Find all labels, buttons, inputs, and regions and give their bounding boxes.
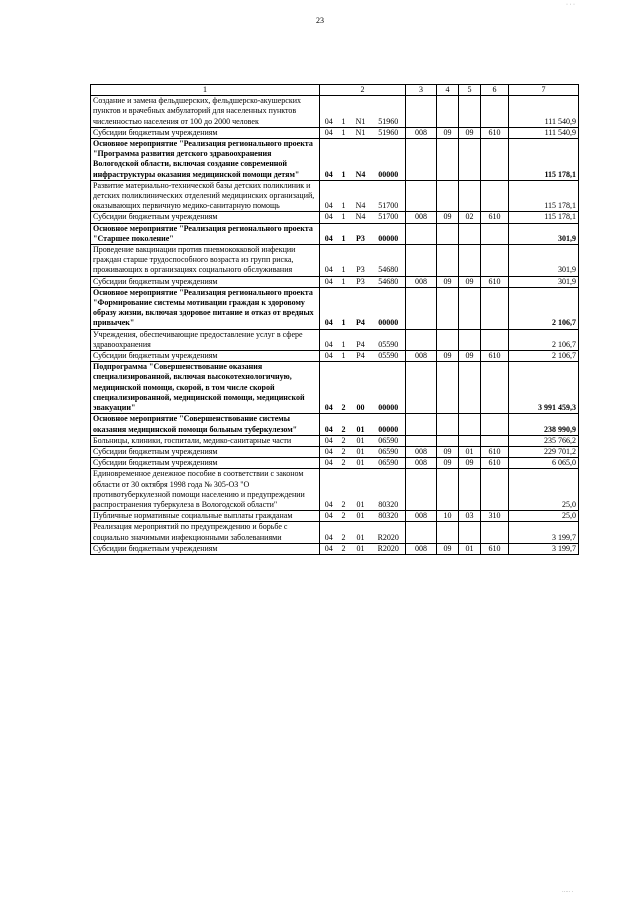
row-name-cell: Единовременное денежное пособие в соответствии с законом области от 30 октября 1998 года № 305-ОЗ "О противотуберкулезной помощи населению и предупреждении распространения туберкулеза в Вологодской области" [91,469,320,511]
code-direction-cell: 51700 [372,180,406,212]
expense-type-cell: 610 [481,212,509,223]
row-name-cell: Реализация мероприятий по предупреждению и борьбе с социально значимыми инфекционными заболеваниями [91,522,320,543]
code-event-cell: P3 [350,223,372,244]
code-direction-cell: 51960 [372,127,406,138]
code-program-cell: 04 [320,329,338,350]
amount-cell: 3 991 459,3 [509,362,579,414]
ministry-code-cell: 008 [406,276,437,287]
subsection-code-cell [459,245,481,277]
expense-type-cell: 610 [481,446,509,457]
section-code-cell: 09 [437,458,459,469]
expense-type-cell [481,522,509,543]
code-event-cell: P4 [350,287,372,329]
section-code-cell: 09 [437,276,459,287]
code-event-cell: 01 [350,414,372,435]
ministry-code-cell: 008 [406,212,437,223]
code-subprogram-cell: 1 [338,127,350,138]
amount-cell: 115 178,1 [509,180,579,212]
code-subprogram-cell: 1 [338,180,350,212]
table-row [91,446,579,457]
subsection-code-cell [459,469,481,511]
code-program-cell: 04 [320,212,338,223]
expense-type-cell [481,139,509,181]
amount-cell: 2 106,7 [509,287,579,329]
row-name-cell: Публичные нормативные социальные выплаты гражданам [91,511,320,522]
code-event-cell: P4 [350,329,372,350]
ministry-code-cell [406,180,437,212]
section-code-cell [437,287,459,329]
expense-type-cell: 610 [481,276,509,287]
code-event-cell: P4 [350,351,372,362]
code-direction-cell: 80320 [372,469,406,511]
code-event-cell: N4 [350,212,372,223]
code-subprogram-cell: 2 [338,414,350,435]
row-name-cell: Создание и замена фельдшерских, фельдшерско-акушерских пунктов и врачебных амбулаторий для населенных пунктов численностью населения от 100 до 2000 человек [91,96,320,128]
code-program-cell: 04 [320,511,338,522]
section-code-cell [437,139,459,181]
expense-type-cell [481,245,509,277]
section-code-cell: 09 [437,127,459,138]
code-direction-cell: 54680 [372,245,406,277]
ministry-code-cell [406,96,437,128]
section-code-cell [437,435,459,446]
row-name-cell: Проведение вакцинации против пневмококковой инфекции граждан старше трудоспособного возраста из групп риска, проживающих в организациях социального обслуживания [91,245,320,277]
code-event-cell: 00 [350,362,372,414]
code-event-cell: 01 [350,511,372,522]
code-subprogram-cell: 1 [338,329,350,350]
expense-type-cell: 610 [481,351,509,362]
section-code-cell [437,329,459,350]
code-program-cell: 04 [320,245,338,277]
code-direction-cell: 06590 [372,446,406,457]
ministry-code-cell: 008 [406,127,437,138]
code-program-cell: 04 [320,127,338,138]
footer-mark: ····· · [562,890,574,895]
ministry-code-cell [406,469,437,511]
code-program-cell: 04 [320,414,338,435]
budget-table [90,84,579,555]
code-direction-cell: 00000 [372,362,406,414]
expense-type-cell [481,180,509,212]
header-cell-7: 7 [509,85,579,96]
subsection-code-cell: 09 [459,458,481,469]
code-event-cell: 01 [350,458,372,469]
code-event-cell: 01 [350,543,372,554]
code-subprogram-cell: 1 [338,351,350,362]
amount-cell: 25,0 [509,511,579,522]
table-row [91,223,579,244]
subsection-code-cell [459,329,481,350]
row-name-cell: Основное мероприятие "Реализация регионального проекта "Старшее поколение" [91,223,320,244]
code-subprogram-cell: 1 [338,139,350,181]
ministry-code-cell [406,287,437,329]
code-direction-cell: 00000 [372,414,406,435]
table-row [91,245,579,277]
amount-cell: 229 701,2 [509,446,579,457]
subsection-code-cell [459,96,481,128]
expense-type-cell [481,435,509,446]
ministry-code-cell [406,223,437,244]
code-subprogram-cell: 1 [338,96,350,128]
table-row [91,435,579,446]
expense-type-cell [481,287,509,329]
code-subprogram-cell: 2 [338,458,350,469]
row-name-cell: Субсидии бюджетным учреждениям [91,446,320,457]
table-row [91,351,579,362]
table-row [91,212,579,223]
code-direction-cell: 51960 [372,96,406,128]
row-name-cell: Субсидии бюджетным учреждениям [91,458,320,469]
ministry-code-cell [406,522,437,543]
page-number: 23 [316,16,324,25]
table-row [91,511,579,522]
expense-type-cell [481,414,509,435]
header-cell-5: 5 [459,85,481,96]
code-direction-cell: 06590 [372,458,406,469]
code-program-cell: 04 [320,543,338,554]
code-subprogram-cell: 2 [338,522,350,543]
section-code-cell [437,362,459,414]
row-name-cell: Подпрограмма "Совершенствование оказания специализированной, включая высокотехнологичную, медицинской помощи, скорой, в том числе скорой специализированной, медицинской помощи, медицинской эвакуации" [91,362,320,414]
amount-cell: 3 199,7 [509,522,579,543]
ministry-code-cell: 008 [406,543,437,554]
code-event-cell: N4 [350,139,372,181]
expense-type-cell [481,469,509,511]
subsection-code-cell [459,180,481,212]
code-subprogram-cell: 1 [338,212,350,223]
ministry-code-cell: 008 [406,446,437,457]
table-row [91,180,579,212]
section-code-cell: 09 [437,212,459,223]
header-cell-2: 2 [320,85,406,96]
code-direction-cell: 51700 [372,212,406,223]
code-subprogram-cell: 2 [338,446,350,457]
row-name-cell: Основное мероприятие "Совершенствование системы оказания медицинской помощи больным туберкулезом" [91,414,320,435]
amount-cell: 235 766,2 [509,435,579,446]
section-code-cell: 10 [437,511,459,522]
row-name-cell: Больницы, клиники, госпитали, медико-санитарные части [91,435,320,446]
amount-cell: 2 106,7 [509,351,579,362]
ministry-code-cell: 008 [406,511,437,522]
expense-type-cell: 310 [481,511,509,522]
code-subprogram-cell: 2 [338,511,350,522]
header-row [91,85,579,96]
code-event-cell: N1 [350,127,372,138]
code-program-cell: 04 [320,522,338,543]
section-code-cell: 09 [437,543,459,554]
code-subprogram-cell: 2 [338,362,350,414]
subsection-code-cell: 01 [459,543,481,554]
expense-type-cell: 610 [481,458,509,469]
ministry-code-cell: 008 [406,351,437,362]
ministry-code-cell [406,329,437,350]
table-row [91,522,579,543]
section-code-cell [437,469,459,511]
code-program-cell: 04 [320,362,338,414]
expense-type-cell: 610 [481,543,509,554]
code-program-cell: 04 [320,435,338,446]
amount-cell: 25,0 [509,469,579,511]
subsection-code-cell [459,414,481,435]
code-direction-cell: R2020 [372,522,406,543]
ministry-code-cell [406,245,437,277]
code-program-cell: 04 [320,351,338,362]
code-program-cell: 04 [320,287,338,329]
table-row [91,414,579,435]
code-program-cell: 04 [320,223,338,244]
section-code-cell [437,414,459,435]
row-name-cell: Учреждения, обеспечивающие предоставление услуг в сфере здравоохранения [91,329,320,350]
header-cell-6: 6 [481,85,509,96]
table-row [91,96,579,128]
code-direction-cell: 00000 [372,287,406,329]
code-program-cell: 04 [320,458,338,469]
row-name-cell: Субсидии бюджетным учреждениям [91,276,320,287]
code-direction-cell: 05590 [372,329,406,350]
code-event-cell: 01 [350,435,372,446]
subsection-code-cell: 09 [459,276,481,287]
code-direction-cell: 00000 [372,139,406,181]
section-code-cell: 09 [437,446,459,457]
table-row [91,127,579,138]
ministry-code-cell [406,414,437,435]
amount-cell: 111 540,9 [509,96,579,128]
section-code-cell [437,245,459,277]
section-code-cell [437,180,459,212]
code-subprogram-cell: 1 [338,245,350,277]
table-row [91,139,579,181]
row-name-cell: Основное мероприятие "Реализация регионального проекта "Формирование системы мотивации граждан к здоровому образу жизни, включая здоровое питание и отказ от вредных привычек" [91,287,320,329]
amount-cell: 301,9 [509,276,579,287]
code-event-cell: N1 [350,96,372,128]
code-subprogram-cell: 1 [338,287,350,329]
code-subprogram-cell: 1 [338,276,350,287]
code-event-cell: 01 [350,522,372,543]
header-cell-4: 4 [437,85,459,96]
code-direction-cell: 80320 [372,511,406,522]
table-row [91,329,579,350]
subsection-code-cell: 02 [459,212,481,223]
amount-cell: 301,9 [509,223,579,244]
code-direction-cell: 00000 [372,223,406,244]
ministry-code-cell: 008 [406,458,437,469]
row-name-cell: Субсидии бюджетным учреждениям [91,212,320,223]
code-event-cell: 01 [350,446,372,457]
code-subprogram-cell: 2 [338,543,350,554]
code-event-cell: P3 [350,276,372,287]
code-program-cell: 04 [320,446,338,457]
amount-cell: 238 990,9 [509,414,579,435]
table-row [91,469,579,511]
row-name-cell: Основное мероприятие "Реализация регионального проекта "Программа развития детского здравоохранения Вологодской области, включая создание современной инфраструктуры оказания медицинской помощи детям" [91,139,320,181]
section-code-cell: 09 [437,351,459,362]
row-name-cell: Развитие материально-технической базы детских поликлиник и детских поликлинических отделений медицинских организаций, оказывающих первичную медико-санитарную помощь [91,180,320,212]
amount-cell: 115 178,1 [509,139,579,181]
expense-type-cell [481,223,509,244]
code-subprogram-cell: 2 [338,469,350,511]
table-row [91,287,579,329]
amount-cell: 3 199,7 [509,543,579,554]
expense-type-cell [481,329,509,350]
code-direction-cell: R2020 [372,543,406,554]
code-program-cell: 04 [320,469,338,511]
code-subprogram-cell: 1 [338,223,350,244]
code-subprogram-cell: 2 [338,435,350,446]
ministry-code-cell [406,139,437,181]
subsection-code-cell: 03 [459,511,481,522]
expense-type-cell [481,362,509,414]
section-code-cell [437,96,459,128]
table-row [91,362,579,414]
code-event-cell: 01 [350,469,372,511]
expense-type-cell: 610 [481,127,509,138]
expense-type-cell [481,96,509,128]
section-code-cell [437,522,459,543]
row-name-cell: Субсидии бюджетным учреждениям [91,351,320,362]
amount-cell: 2 106,7 [509,329,579,350]
ministry-code-cell [406,362,437,414]
ministry-code-cell [406,435,437,446]
code-event-cell: N4 [350,180,372,212]
table-row [91,543,579,554]
subsection-code-cell [459,435,481,446]
amount-cell: 6 065,0 [509,458,579,469]
subsection-code-cell [459,522,481,543]
code-program-cell: 04 [320,180,338,212]
section-code-cell [437,223,459,244]
code-program-cell: 04 [320,276,338,287]
subsection-code-cell [459,362,481,414]
amount-cell: 301,9 [509,245,579,277]
row-name-cell: Субсидии бюджетным учреждениям [91,127,320,138]
subsection-code-cell: 01 [459,446,481,457]
subsection-code-cell [459,287,481,329]
table-row [91,458,579,469]
code-program-cell: 04 [320,96,338,128]
code-program-cell: 04 [320,139,338,181]
amount-cell: 115 178,1 [509,212,579,223]
code-event-cell: P3 [350,245,372,277]
subsection-code-cell: 09 [459,351,481,362]
code-direction-cell: 06590 [372,435,406,446]
header-cell-3: 3 [406,85,437,96]
code-direction-cell: 05590 [372,351,406,362]
subsection-code-cell: 09 [459,127,481,138]
corner-mark: · · · [566,2,575,8]
row-name-cell: Субсидии бюджетным учреждениям [91,543,320,554]
table-row [91,276,579,287]
subsection-code-cell [459,139,481,181]
header-cell-1: 1 [91,85,320,96]
subsection-code-cell [459,223,481,244]
amount-cell: 111 540,9 [509,127,579,138]
code-direction-cell: 54680 [372,276,406,287]
